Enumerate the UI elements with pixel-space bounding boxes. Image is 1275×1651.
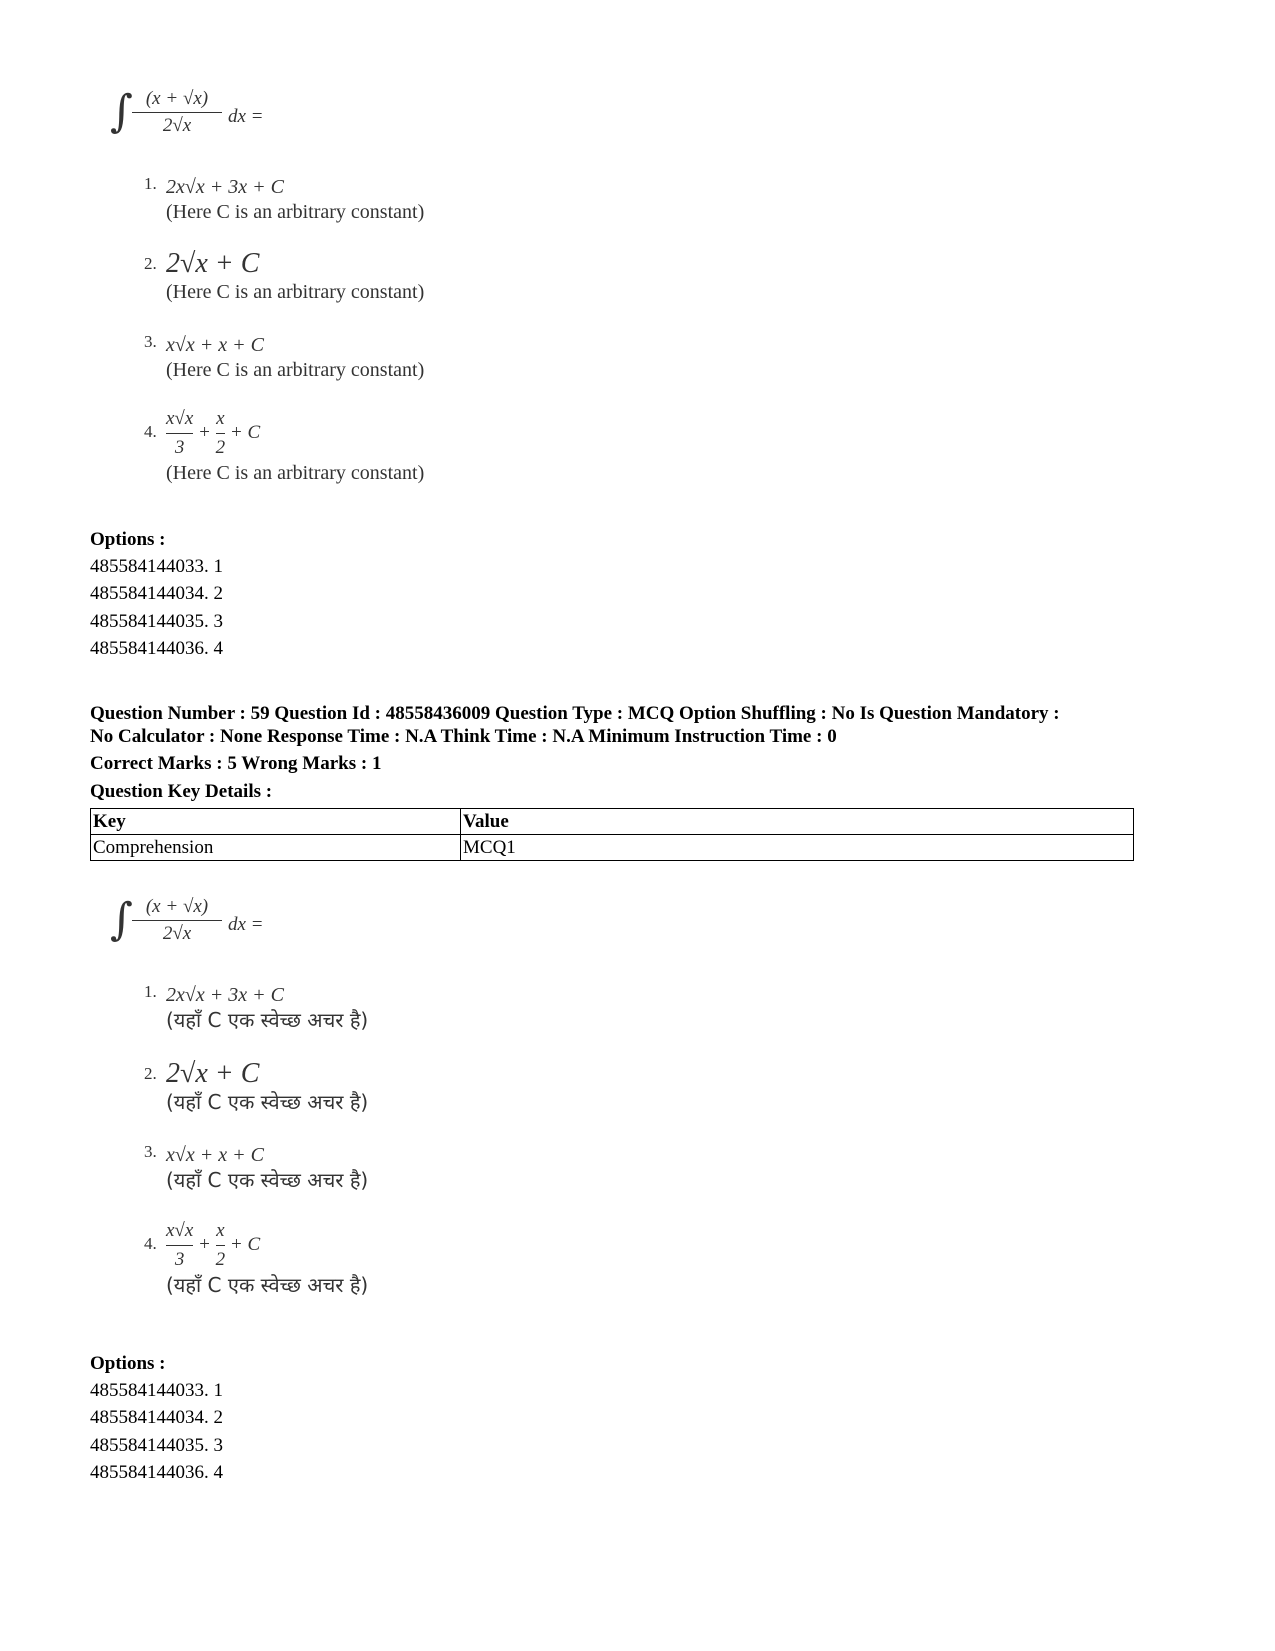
question-image-english: [110, 82, 530, 485]
fraction: [166, 406, 193, 461]
integral-expression: [110, 82, 530, 162]
integral-denominator: 2√x: [162, 923, 192, 944]
fraction-numerator: x√x: [166, 408, 194, 429]
options-label: Options :: [90, 1353, 166, 1374]
fraction-denominator: 3: [174, 1249, 185, 1270]
choice-expression: 2x√x + 3x + C: [166, 176, 284, 198]
fraction-denominator: 3: [174, 437, 185, 458]
question-header-line-1: Question Number : 59 Question Id : 48558436009 Question Type : MCQ Option Shuffling : No Is Question Mandatory :: [90, 703, 1060, 724]
option-item: 485584144034. 2: [90, 583, 223, 604]
question-header-line-2: No Calculator : None Response Time : N.A Think Time : N.A Minimum Instruction Time : 0: [90, 726, 837, 747]
table-header-row: [91, 809, 1134, 835]
choice-note: (Here C is an arbitrary constant): [166, 201, 425, 223]
option-item: 485584144036. 4: [90, 1462, 223, 1483]
options-label: Options :: [90, 529, 166, 550]
choice-expression: x√x + x + C: [166, 334, 264, 356]
fraction: [216, 406, 226, 461]
integral-fraction: [132, 896, 222, 945]
fraction-bar: [166, 1245, 193, 1246]
option-item: 485584144035. 3: [90, 1435, 223, 1456]
choice-number: 2.: [144, 254, 157, 273]
choice-number: 4.: [144, 422, 157, 441]
choice-3: [144, 1142, 530, 1192]
choice-4: [144, 406, 530, 485]
option-item: 485584144033. 1: [90, 1380, 223, 1401]
fraction-numerator: x: [216, 1220, 225, 1241]
integral-dx: dx =: [228, 106, 264, 127]
fraction: [216, 1218, 226, 1273]
question-marks: Correct Marks : 5 Wrong Marks : 1: [90, 753, 382, 774]
integral-numerator: (x + √x): [145, 88, 209, 109]
fraction-bar: [132, 112, 222, 113]
fraction-numerator: x: [216, 408, 225, 429]
choice-number: 2.: [144, 1064, 157, 1083]
integral-sign: ∫: [110, 894, 133, 945]
integral-fraction: [132, 88, 222, 137]
choice-3: [144, 332, 530, 382]
fraction-bar: [132, 920, 222, 921]
choice-number: 1.: [144, 982, 157, 1001]
fraction-bar: [216, 433, 226, 434]
choice-expression: $\frac{x√x}{3} + \frac{x}{2} + C$: [166, 406, 530, 461]
choice-1: [144, 174, 530, 224]
table-cell-key: Comprehension: [91, 835, 461, 861]
option-item: 485584144035. 3: [90, 611, 223, 632]
fraction-denominator: 2: [215, 1249, 226, 1270]
expression-tail: + C: [229, 1233, 261, 1255]
table-header-value: Value: [461, 809, 1134, 835]
integral-dx: dx =: [228, 914, 264, 935]
table-row: [91, 835, 1134, 861]
choice-number: 3.: [144, 1142, 157, 1161]
fraction-numerator: x√x: [166, 1220, 194, 1241]
choice-note: (Here C is an arbitrary constant): [166, 462, 425, 484]
integral-sign: ∫: [110, 86, 133, 137]
choice-expression: 2√x + C: [166, 248, 260, 279]
choice-number: 1.: [144, 174, 157, 193]
choice-expression: 2x√x + 3x + C: [166, 984, 284, 1006]
choice-note: (Here C is an arbitrary constant): [166, 359, 425, 381]
choice-note: (Here C is an arbitrary constant): [166, 281, 425, 303]
integral-expression: [110, 890, 530, 970]
choice-note: (यहाँ C एक स्वेच्छ अचर है): [166, 1168, 369, 1192]
table-header-key: Key: [91, 809, 461, 835]
choice-1: [144, 982, 530, 1032]
option-item: 485584144036. 4: [90, 638, 223, 659]
fraction: [166, 1218, 193, 1273]
question-image-hindi: [110, 890, 530, 1297]
choice-2: [144, 248, 530, 304]
choice-note: (यहाँ C एक स्वेच्छ अचर है): [166, 1090, 369, 1114]
choice-expression: 2√x + C: [166, 1058, 260, 1089]
choice-2: [144, 1058, 530, 1114]
table-cell-value: MCQ1: [461, 835, 1134, 861]
option-item: 485584144034. 2: [90, 1407, 223, 1428]
choice-expression: $\frac{x√x}{3} + \frac{x}{2} + C$: [166, 1218, 530, 1273]
question-key-table: [90, 808, 1134, 861]
integral-denominator: 2√x: [162, 115, 192, 136]
fraction-bar: [166, 433, 193, 434]
choice-number: 4.: [144, 1234, 157, 1253]
question-key-details-label: Question Key Details :: [90, 781, 273, 802]
choice-number: 3.: [144, 332, 157, 351]
choice-note: (यहाँ C एक स्वेच्छ अचर है): [166, 1008, 369, 1032]
choice-expression: x√x + x + C: [166, 1144, 264, 1166]
integral-numerator: (x + √x): [145, 896, 209, 917]
choice-note: (यहाँ C एक स्वेच्छ अचर है): [166, 1273, 369, 1297]
fraction-denominator: 2: [215, 437, 226, 458]
option-item: 485584144033. 1: [90, 556, 223, 577]
fraction-bar: [216, 1245, 226, 1246]
expression-tail: + C: [229, 421, 261, 443]
choice-4: [144, 1218, 530, 1297]
